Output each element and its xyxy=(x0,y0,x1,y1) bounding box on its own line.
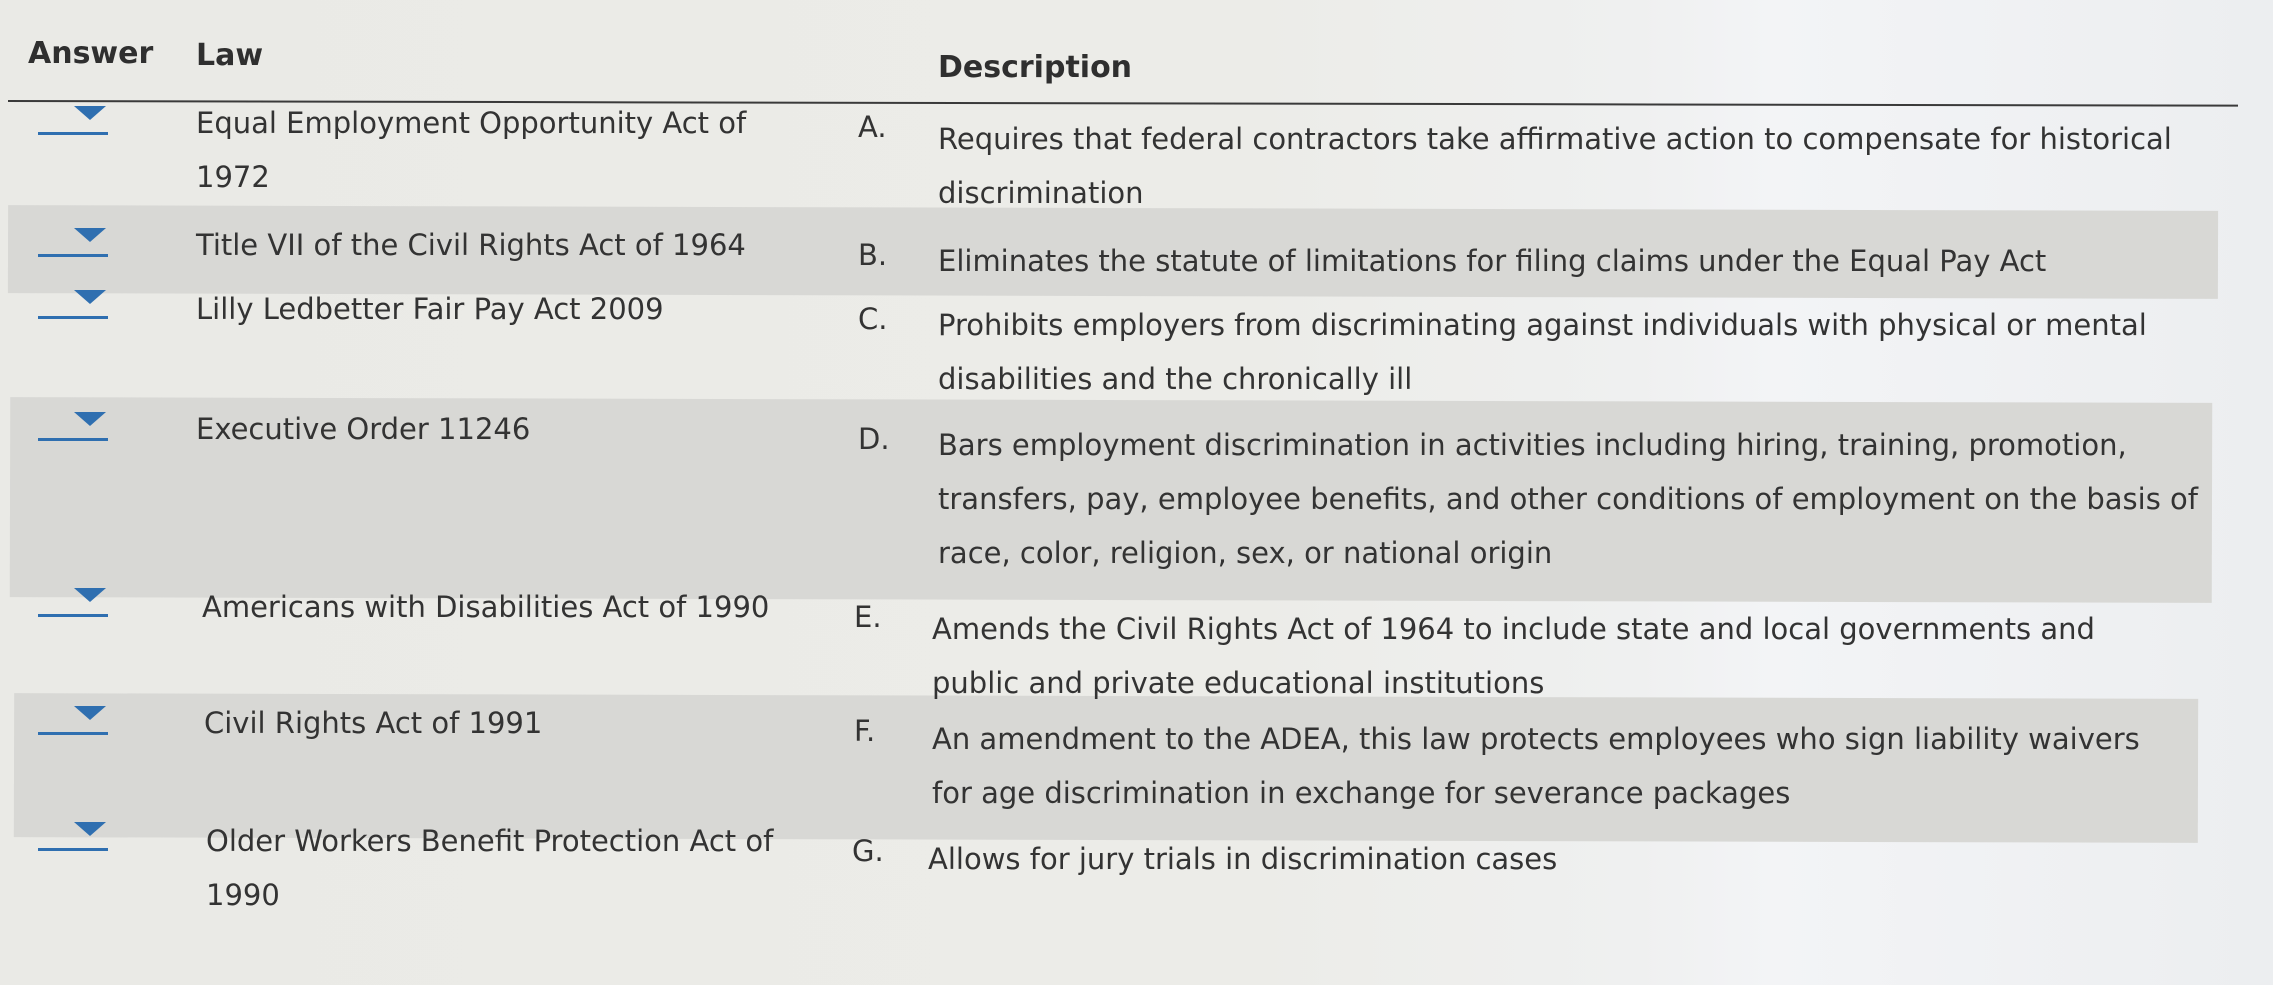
description-letter: D. xyxy=(858,422,890,456)
law-name: Equal Employment Opportunity Act of 1972 xyxy=(196,106,747,194)
dropdown-underline xyxy=(38,614,108,617)
description-letter: E. xyxy=(854,600,882,634)
chevron-down-icon xyxy=(74,412,106,426)
dropdown-underline xyxy=(38,732,108,735)
description-text: Allows for jury trials in discrimination cases xyxy=(928,842,1558,876)
answer-dropdown-4[interactable] xyxy=(38,410,108,444)
chevron-down-icon xyxy=(74,588,106,602)
answer-dropdown-7[interactable] xyxy=(38,820,108,854)
chevron-down-icon xyxy=(74,706,106,720)
law-name: Title VII of the Civil Rights Act of 1964 xyxy=(196,228,746,262)
column-header-description: Description xyxy=(938,50,1133,85)
description-letter: B. xyxy=(858,238,888,272)
column-header-law: Law xyxy=(196,38,264,73)
chevron-down-icon xyxy=(74,822,106,836)
description-letter: A. xyxy=(858,110,887,144)
law-name: Executive Order 11246 xyxy=(196,412,531,446)
description-letter: C. xyxy=(858,302,888,336)
law-name: Civil Rights Act of 1991 xyxy=(204,706,543,740)
description-letter: G. xyxy=(852,834,884,868)
description-text: Eliminates the statute of limitations for filing claims under the Equal Pay Act xyxy=(938,244,2047,278)
description-text: Bars employment discrimination in activities including hiring, training, promotion, transfers, pay, employee benefits, and other conditions of employment on the basis of race, color, religion, sex, or national origin xyxy=(938,428,2198,570)
law-name: Lilly Ledbetter Fair Pay Act 2009 xyxy=(196,292,664,326)
answer-dropdown-3[interactable] xyxy=(38,288,108,322)
answer-dropdown-6[interactable] xyxy=(38,704,108,738)
law-name: Older Workers Benefit Protection Act of 1990 xyxy=(206,824,774,912)
chevron-down-icon xyxy=(74,106,106,120)
dropdown-underline xyxy=(38,438,108,441)
answer-dropdown-2[interactable] xyxy=(38,226,108,260)
chevron-down-icon xyxy=(74,228,106,242)
description-text: Requires that federal contractors take affirmative action to compensate for historical discrimination xyxy=(938,122,2172,210)
dropdown-underline xyxy=(38,132,108,135)
description-text: An amendment to the ADEA, this law protects employees who sign liability waivers for age discrimination in exchange for severance packages xyxy=(932,722,2140,810)
description-letter: F. xyxy=(854,714,876,748)
chevron-down-icon xyxy=(74,290,106,304)
dropdown-underline xyxy=(38,254,108,257)
description-text: Prohibits employers from discriminating against individuals with physical or mental disabilities and the chronically ill xyxy=(938,308,2147,396)
law-name: Americans with Disabilities Act of 1990 xyxy=(202,590,770,624)
column-header-answer: Answer xyxy=(28,36,154,71)
dropdown-underline xyxy=(38,848,108,851)
answer-dropdown-5[interactable] xyxy=(38,586,108,620)
answer-dropdown-1[interactable] xyxy=(38,104,108,138)
dropdown-underline xyxy=(38,316,108,319)
description-text: Amends the Civil Rights Act of 1964 to include state and local governments and public and private educational institutions xyxy=(932,612,2095,700)
